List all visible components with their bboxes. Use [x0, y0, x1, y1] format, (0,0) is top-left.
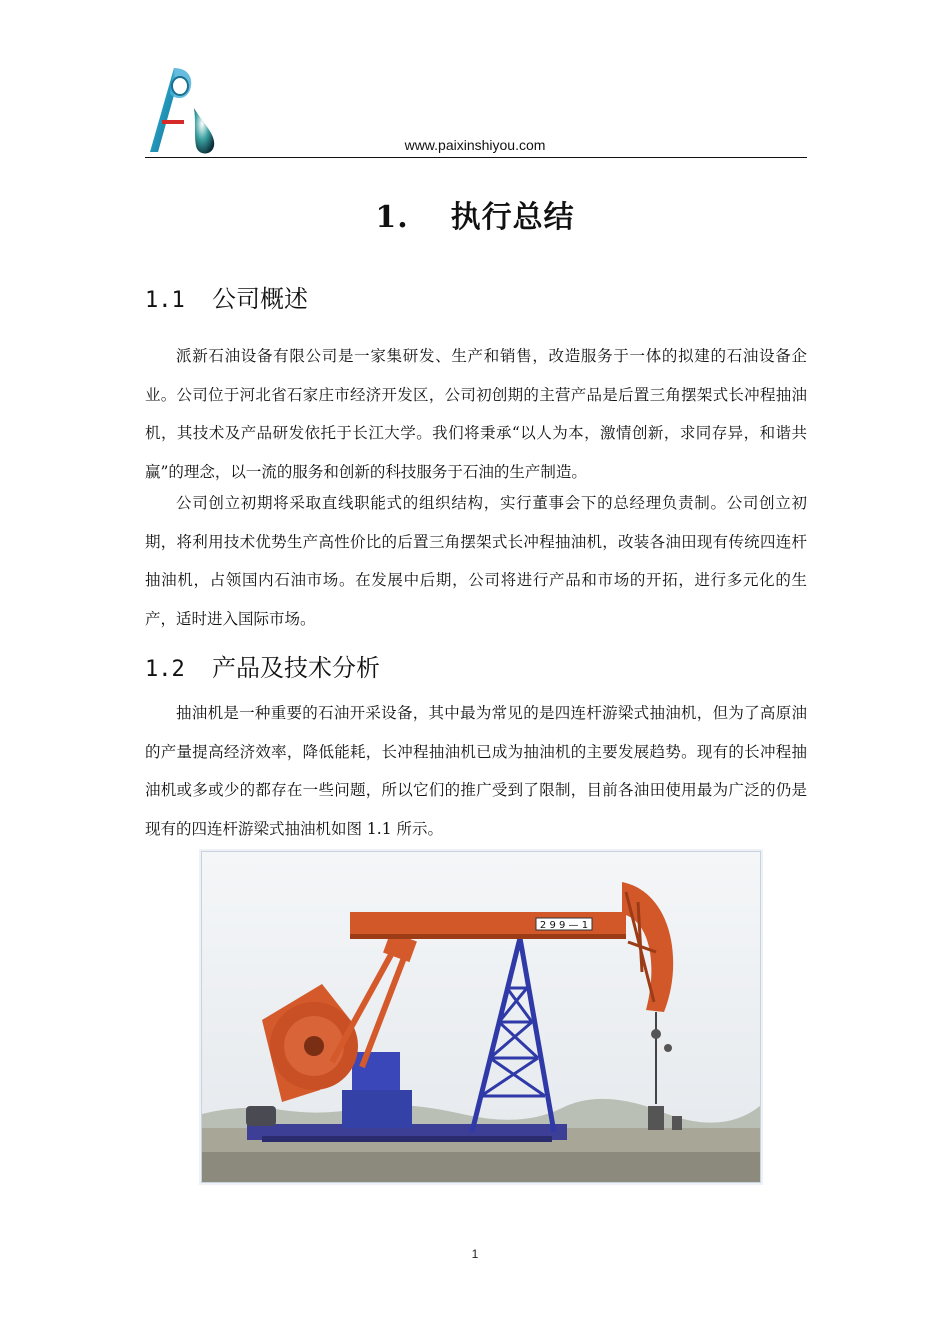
body-paragraph: 公司创立初期将采取直线职能式的组织结构，实行董事会下的总经理负责制。公司创立初期，将利用技术优势生产高性价比的后置三角摆架式长冲程抽油机，改装各油田现有传统四连杆抽油机，占领国内石油市场。在发展中后期，公司将进行产品和市场的开拓，进行多元化的生产，适时进入国际市场。 [145, 494, 807, 628]
body-paragraph: 派新石油设备有限公司是一家集研发、生产和销售，改造服务于一体的拟建的石油设备企业。公司位于河北省石家庄市经济开发区，公司初创期的主营产品是后置三角摆架式长冲程抽油机，其技术及产品研发依托于长江大学。我们将秉承“以人为本，激情创新，求同存异，和谐共赢”的理念，以一流的服务和创新的科技服务于石油的生产制造。 [145, 347, 807, 481]
chapter-number: 1. [375, 200, 409, 235]
header-divider [145, 157, 807, 158]
header-url: www.paixinshiyou.com [404, 137, 546, 153]
section-number: 1.2 [145, 657, 185, 682]
beam-label: 2 9 9 — 1 [539, 920, 589, 931]
page-number: 1 [471, 1247, 479, 1261]
chapter-title [0, 192, 950, 236]
body-paragraph: 抽油机是一种重要的石油开采设备，其中最为常见的是四连杆游梁式抽油机，但为了高原油的产量提高经济效率，降低能耗，长冲程抽油机已成为抽油机的主要发展趋势。现有的长冲程抽油机或多或少的都存在一些问题，所以它们的推广受到了限制，目前各油田使用最为广泛的仍是现有的四连杆游梁式抽油机如图 1.1 所示。 [145, 704, 807, 838]
section-title-text: 公司概述 [212, 285, 308, 313]
pumping-unit-figure [201, 851, 761, 1183]
section-heading [145, 279, 308, 314]
section-number: 1.1 [145, 288, 185, 313]
section-heading [145, 648, 380, 683]
section-title-text: 产品及技术分析 [212, 654, 380, 682]
chapter-title-text: 执行总结 [450, 200, 575, 235]
pumping-unit-illustration [202, 852, 760, 1182]
